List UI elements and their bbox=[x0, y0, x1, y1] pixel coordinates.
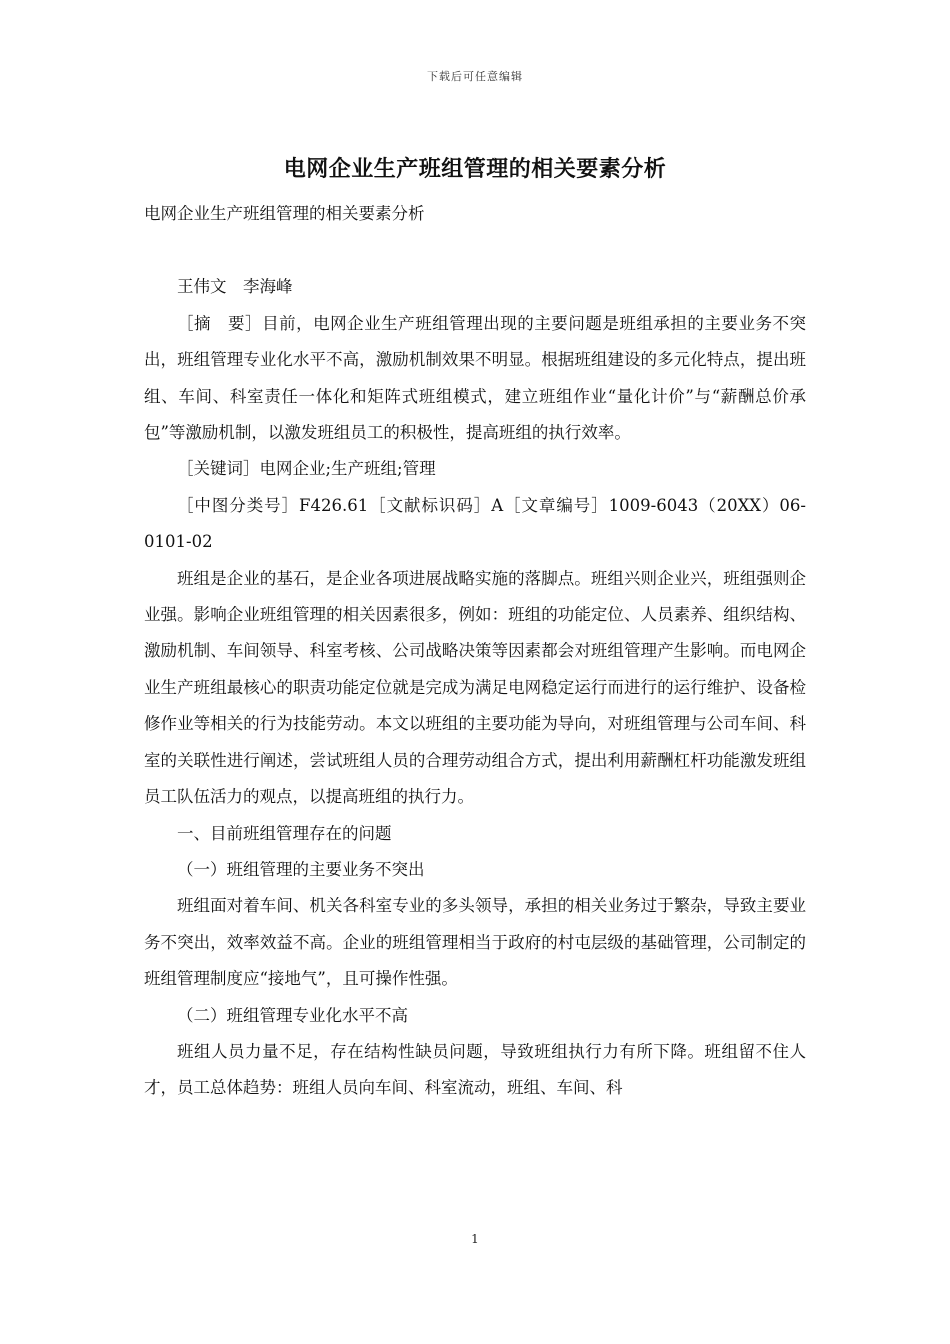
authors: 王伟文 李海峰 bbox=[177, 277, 293, 297]
page-number: 1 bbox=[471, 1232, 479, 1246]
spacer bbox=[144, 232, 806, 269]
document-title: 电网企业生产班组管理的相关要素分析 bbox=[283, 156, 667, 182]
abstract-paragraph: ［摘 要］目前，电网企业生产班组管理出现的主要问题是班组承担的主要业务不突出，班组管理专业化水平不高，激励机制效果不明显。根据班组建设的多元化特点，提出班组、车间、科室责任一体化和矩阵式班组模式，建立班组作业“量化计价”与“薪酬总价承包”等激励机制，以激发班组员工的积极性，提高班组的执行效率。 bbox=[144, 313, 806, 443]
document-body bbox=[144, 196, 806, 1107]
subsection-2-heading: （二）班组管理专业化水平不高 bbox=[177, 1005, 408, 1025]
subsection-1-heading: （一）班组管理的主要业务不突出 bbox=[177, 859, 425, 879]
subsection-2-paragraph: 班组人员力量不足，存在结构性缺员问题，导致班组执行力有所下降。班组留不住人才，员工总体趋势：班组人员向车间、科室流动，班组、车间、科 bbox=[144, 1041, 806, 1098]
header-note: 下载后可任意编辑 bbox=[427, 70, 523, 83]
intro-paragraph: 班组是企业的基石，是企业各项进展战略实施的落脚点。班组兴则企业兴，班组强则企业强。影响企业班组管理的相关因素很多，例如：班组的功能定位、人员素养、组织结构、激励机制、车间领导、科室考核、公司战略决策等因素都会对班组管理产生影响。而电网企业生产班组最核心的职责功能定位就是完成为满足电网稳定运行而进行的运行维护、设备检修作业等相关的行为技能劳动。本文以班组的主要功能为导向，对班组管理与公司车间、科室的关联性进行阐述，尝试班组人员的合理劳动组合方式，提出利用薪酬杠杆功能激发班组员工队伍活力的观点，以提高班组的执行力。 bbox=[144, 568, 806, 807]
classification-paragraph: ［中图分类号］F426.61［文献标识码］A［文章编号］1009-6043（20XX）06-0101-02 bbox=[144, 495, 806, 552]
keywords-paragraph: ［关键词］电网企业;生产班组;管理 bbox=[177, 459, 436, 479]
document-subtitle: 电网企业生产班组管理的相关要素分析 bbox=[144, 204, 425, 223]
subsection-1-paragraph: 班组面对着车间、机关各科室专业的多头领导，承担的相关业务过于繁杂，导致主要业务不突出，效率效益不高。企业的班组管理相当于政府的村屯层级的基础管理，公司制定的班组管理制度应“接地气”，且可操作性强。 bbox=[144, 896, 806, 989]
section-1-heading: 一、目前班组管理存在的问题 bbox=[177, 823, 392, 843]
